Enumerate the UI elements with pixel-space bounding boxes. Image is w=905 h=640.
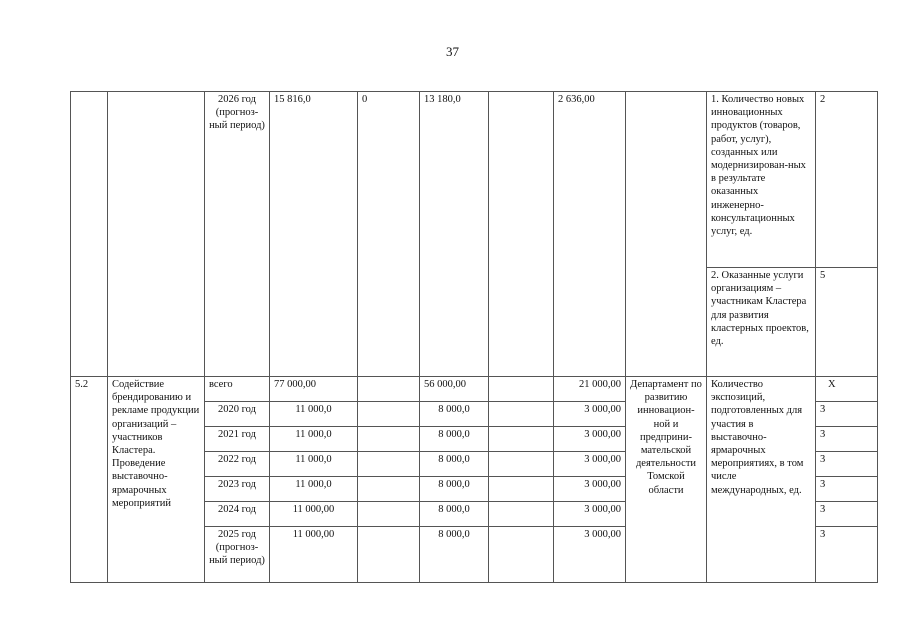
year-cell: всего [205,377,270,402]
number-cell: 5.2 [71,377,108,583]
federal-cell [358,427,420,452]
indicator-value: 2 [816,92,878,268]
total-cell: 11 000,00 [270,502,358,527]
number-cell [71,92,108,377]
local-cell [489,477,554,502]
year-cell: 2025 год (прогноз-ный период) [205,527,270,583]
federal-cell [358,402,420,427]
executor-cell [626,92,707,377]
indicator-value: 3 [816,402,878,427]
federal-cell [358,452,420,477]
indicator-value: 5 [816,268,878,377]
extra-cell: 21 000,00 [554,377,626,402]
page-number: 37 [446,44,459,59]
indicator-value: 3 [816,477,878,502]
local-cell [489,402,554,427]
regional-cell: 8 000,0 [420,427,489,452]
indicator-value: 3 [816,502,878,527]
executor-cell: Департамент по развитию инновацион-ной и предприни-мательской деятельности Томской области [626,377,707,583]
regional-cell: 8 000,0 [420,452,489,477]
local-cell [489,527,554,583]
name-cell [108,92,205,377]
federal-cell [358,502,420,527]
year-cell: 2021 год [205,427,270,452]
total-cell: 11 000,0 [270,427,358,452]
extra-cell: 3 000,00 [554,527,626,583]
total-cell: 11 000,0 [270,402,358,427]
indicator-cell: 1. Количество новых инновационных продуктов (товаров, работ, услуг), созданных или модернизирован-ных в результате оказанных инженерно-консультационных услуг, ед. [707,92,816,268]
year-cell: 2022 год [205,452,270,477]
year-cell: 2024 год [205,502,270,527]
extra-cell: 3 000,00 [554,452,626,477]
indicator-value: 3 [816,527,878,583]
local-cell [489,377,554,402]
local-cell [489,502,554,527]
extra-cell: 3 000,00 [554,477,626,502]
table-row [71,92,878,268]
indicator-value: 3 [816,452,878,477]
indicator-value: X [816,377,878,402]
indicator-value: 3 [816,427,878,452]
year-cell: 2023 год [205,477,270,502]
regional-cell: 8 000,0 [420,402,489,427]
regional-cell: 13 180,0 [420,92,489,377]
indicator-cell: Количество экспозиций, подготовленных для участия в выставочно-ярмарочных мероприятиях, в том числе международных, ед. [707,377,816,583]
federal-cell: 0 [358,92,420,377]
local-cell [489,427,554,452]
total-cell: 11 000,0 [270,452,358,477]
total-cell: 15 816,0 [270,92,358,377]
federal-cell [358,377,420,402]
federal-cell [358,527,420,583]
program-table [70,91,878,583]
year-cell: 2026 год (прогноз-ный период) [205,92,270,377]
extra-cell: 2 636,00 [554,92,626,377]
regional-cell: 8 000,0 [420,477,489,502]
year-cell: 2020 год [205,402,270,427]
name-cell: Содействие брендированию и рекламе продукции организаций – участников Кластера. Проведение выставочно-ярмарочных мероприятий [108,377,205,583]
extra-cell: 3 000,00 [554,427,626,452]
indicator-cell: 2. Оказанные услуги организациям – участникам Кластера для развития кластерных проектов, ед. [707,268,816,377]
extra-cell: 3 000,00 [554,502,626,527]
table-row [71,377,878,402]
total-cell: 11 000,0 [270,477,358,502]
total-cell: 11 000,00 [270,527,358,583]
federal-cell [358,477,420,502]
extra-cell: 3 000,00 [554,402,626,427]
regional-cell: 8 000,0 [420,502,489,527]
local-cell [489,92,554,377]
regional-cell: 8 000,0 [420,527,489,583]
total-cell: 77 000,00 [270,377,358,402]
local-cell [489,452,554,477]
regional-cell: 56 000,00 [420,377,489,402]
